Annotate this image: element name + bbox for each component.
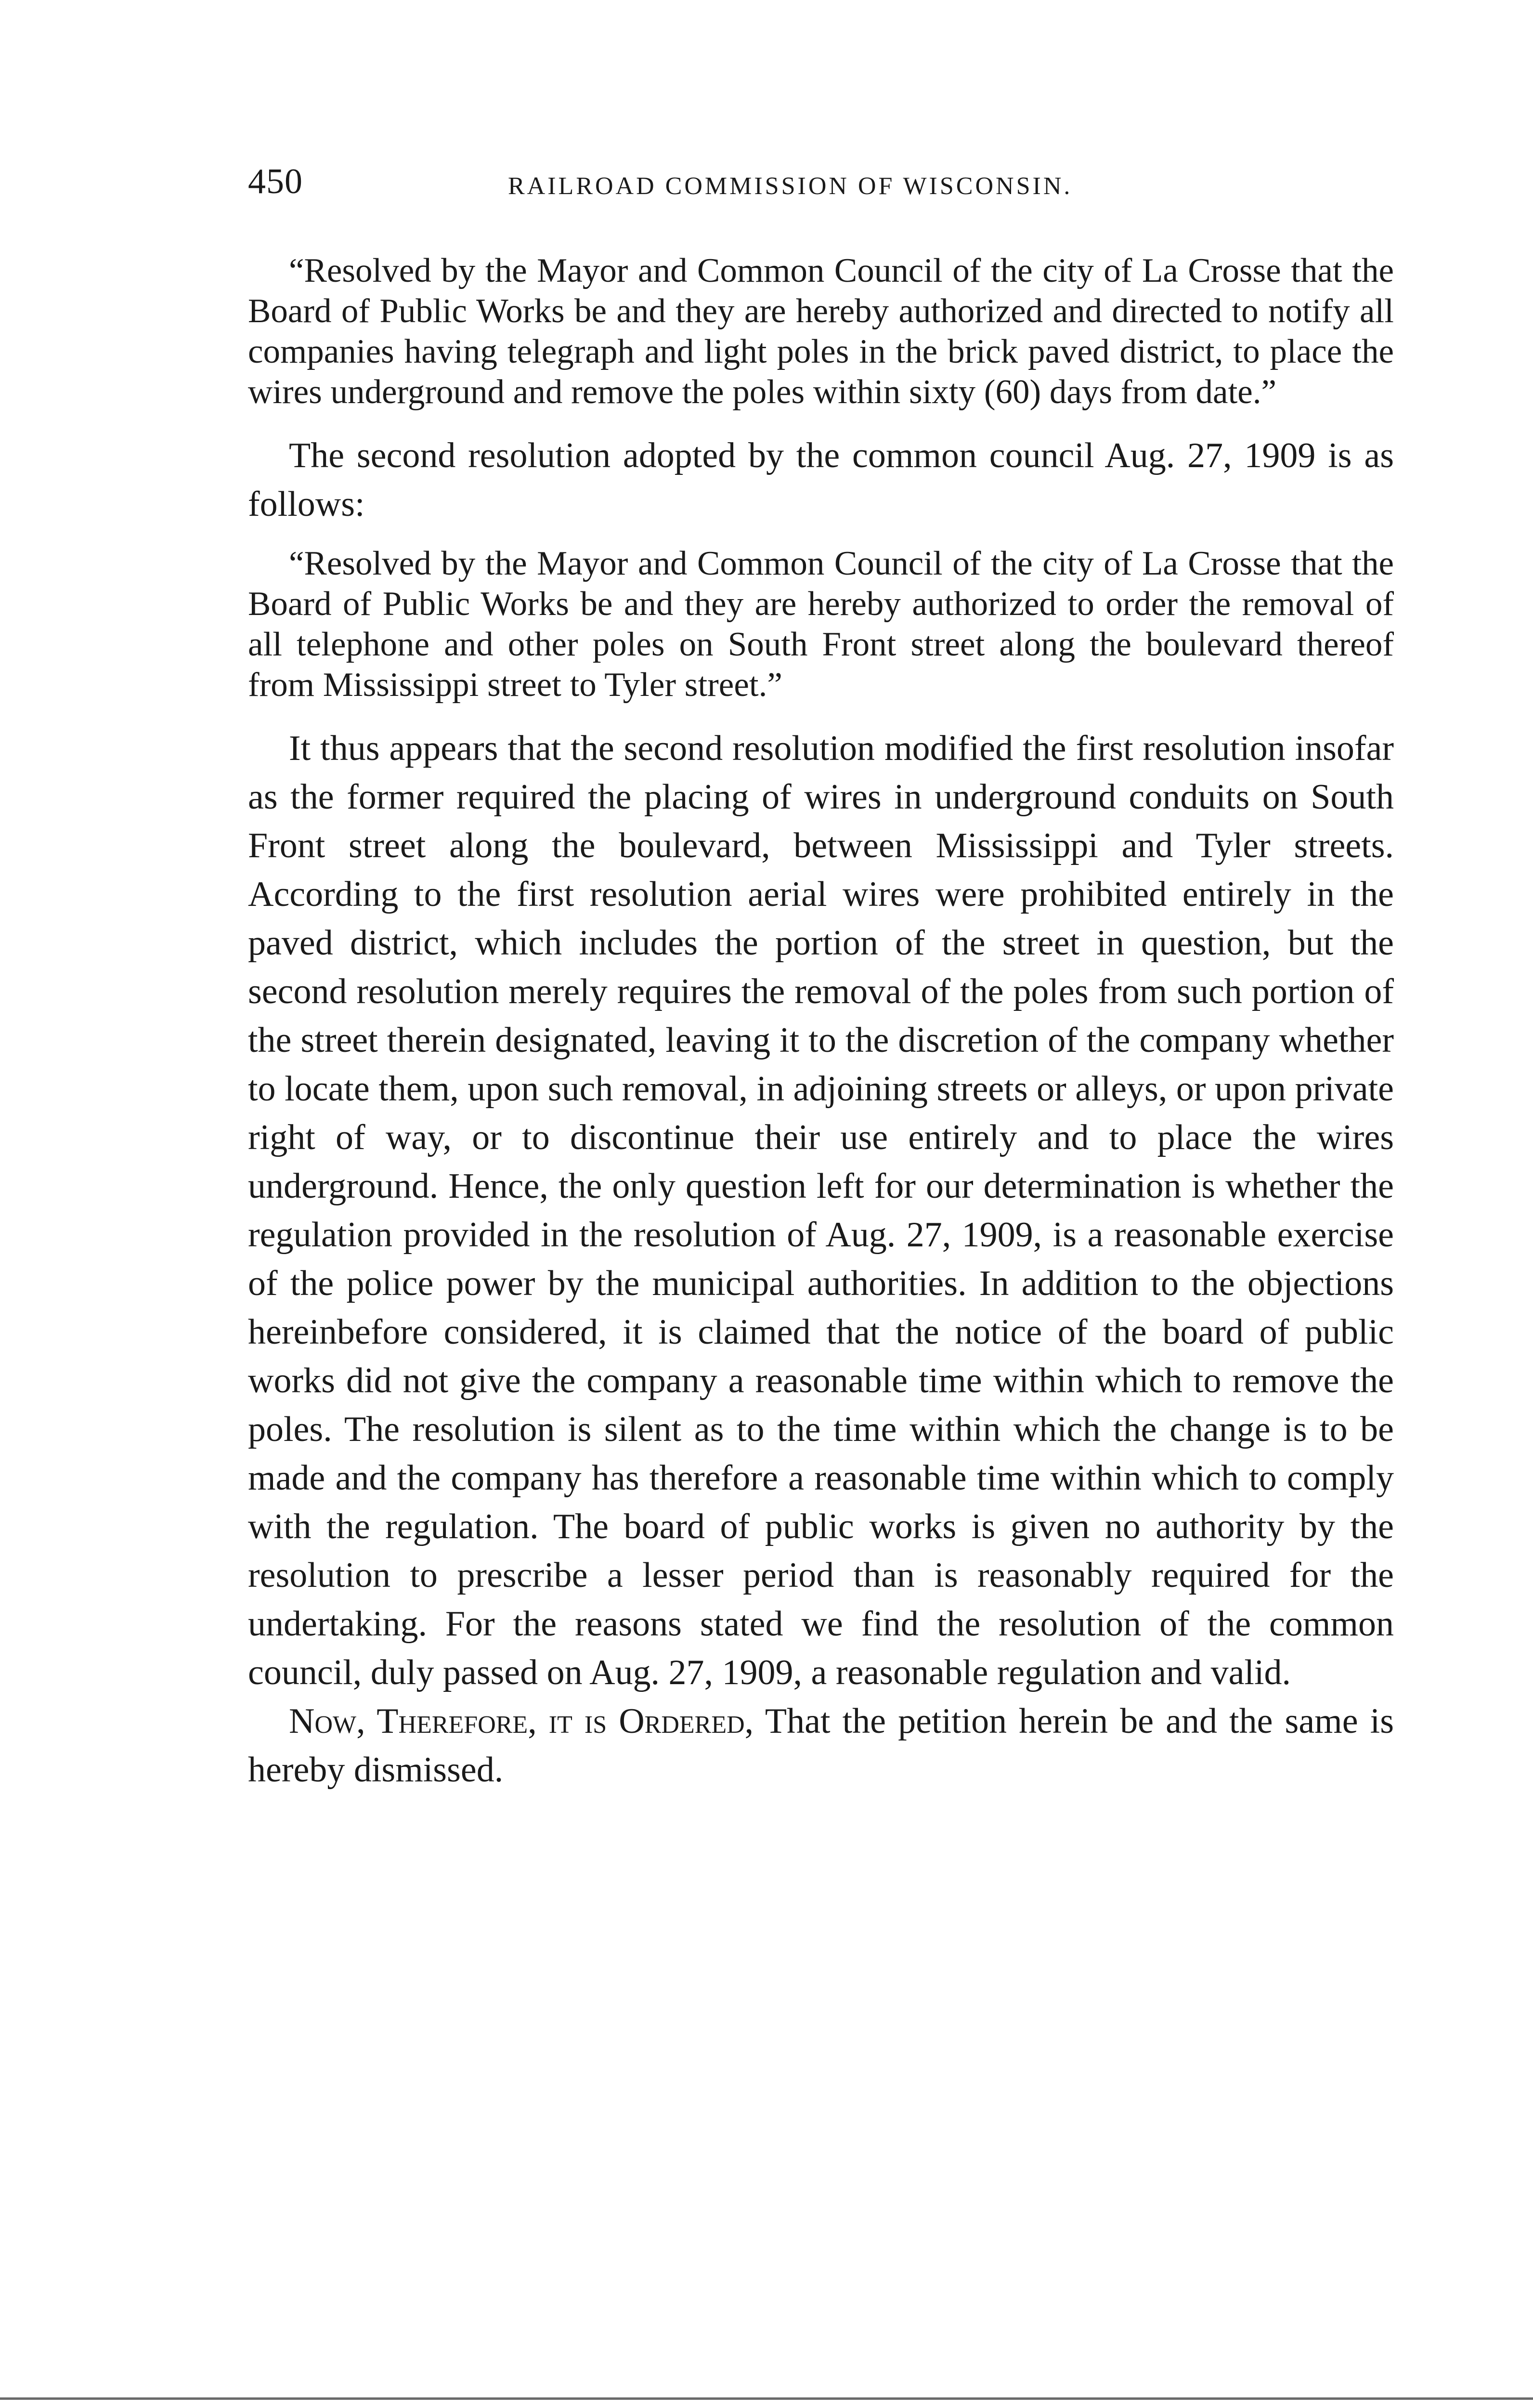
running-head bbox=[248, 161, 1394, 214]
paragraph-analysis: It thus appears that the second resolution modified the first resolution insofar as the former required the placing of wires in underground conduits on South Front street along the boulevard, between Mississippi and Tyler streets. According to the first resolution aerial wires were prohibited entirely in the paved district, which includes the portion of the street in question, but the second resolution merely requires the removal of the poles from such portion of the street therein designated, leaving it to the discretion of the company whether to locate them, upon such removal, in adjoining streets or alleys, or upon private right of way, or to discontinue their use entirely and to place the wires underground. Hence, the only question left for our determination is whether the regulation provided in the resolution of Aug. 27, 1909, is a reasonable exercise of the police power by the municipal authorities. In addition to the objections hereinbefore considered, it is claimed that the notice of the board of public works did not give the company a reasonable time within which to remove the poles. The resolution is silent as to the time within which the change is to be made and the company has therefore a reasonable time within which to comply with the regulation. The board of public works is given no authority by the resolution to prescribe a lesser period than is reasonably required for the undertaking. For the reasons stated we find the resolution of the common council, duly passed on Aug. 27, 1909, a reasonable regulation and valid. bbox=[248, 729, 1394, 1692]
order-text: That the petition herein be and the same is hereby dismissed. bbox=[248, 1701, 1394, 1790]
body-text bbox=[248, 250, 1394, 1794]
quote-text-1: “Resolved by the Mayor and Common Council of the city of La Crosse that the Board of Public Works be and they are hereby authorized and directed to notify all companies having telegraph and light poles in the brick paved district, to place the wires underground and remove the poles within sixty (60) days from date.” bbox=[248, 252, 1394, 411]
running-title: RAILROAD COMMISSION OF WISCONSIN. bbox=[508, 172, 1073, 200]
paragraph-second-resolution-intro: The second resolution adopted by the common council Aug. 27, 1909 is as follows: bbox=[248, 436, 1394, 524]
order-lead: Now, Therefore, it is Ordered, bbox=[289, 1701, 754, 1741]
page-number: 450 bbox=[248, 162, 303, 201]
quoted-resolution-1 bbox=[248, 250, 1394, 412]
paragraph-order bbox=[248, 1697, 1394, 1794]
quoted-resolution-2 bbox=[248, 543, 1394, 705]
quote-text-2: “Resolved by the Mayor and Common Council of the city of La Crosse that the Board of Public Works be and they are hereby authorized to order the removal of all telephone and other poles on South Front street along the boulevard thereof from Mississippi street to Tyler street.” bbox=[248, 545, 1394, 704]
bottom-edge-line bbox=[0, 2397, 1533, 2400]
